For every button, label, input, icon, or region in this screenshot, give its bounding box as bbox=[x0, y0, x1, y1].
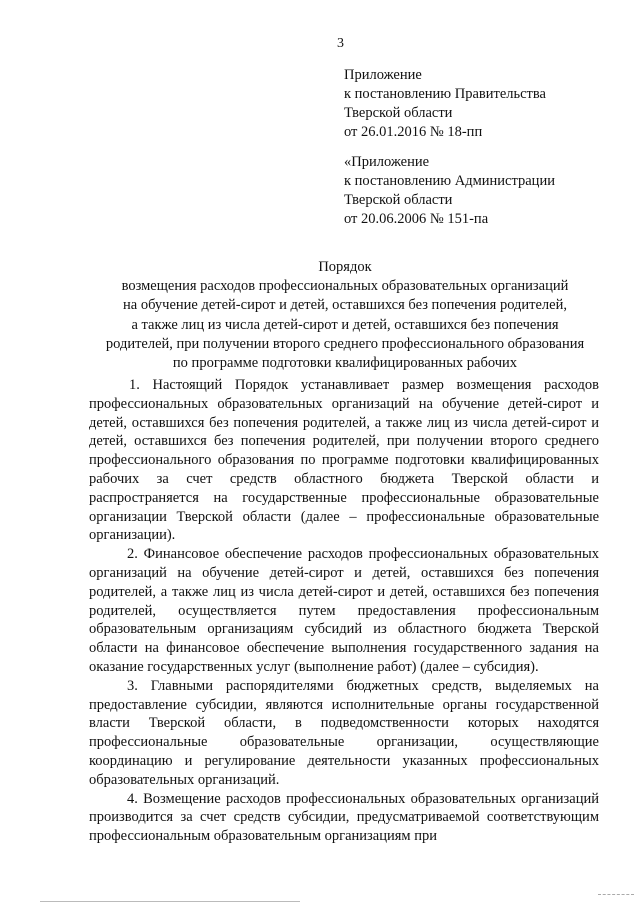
appendix-quoted-line: к постановлению Администрации bbox=[344, 173, 555, 189]
appendix-quoted-line: Тверской области bbox=[344, 192, 453, 208]
appendix-main-line: Тверской области bbox=[344, 105, 453, 121]
scan-edge-mark bbox=[598, 894, 634, 898]
document-body bbox=[89, 376, 599, 846]
appendix-quoted-block bbox=[344, 153, 555, 229]
title-line: родителей, при получении второго среднего профессионального образования bbox=[105, 335, 585, 352]
appendix-quoted-line: «Приложение bbox=[344, 154, 430, 170]
title-line: а также лиц из числа детей-сирот и детей, оставшихся без попечения bbox=[131, 316, 559, 333]
title-line: по программе подготовки квалифицированных рабочих bbox=[172, 355, 518, 372]
appendix-main-line: Приложение bbox=[344, 67, 422, 83]
appendix-main-line: к постановлению Правительства bbox=[344, 86, 546, 102]
title-line: возмещения расходов профессиональных образовательных организаций bbox=[121, 278, 569, 295]
appendix-quoted-line: от 20.06.2006 № 151-па bbox=[344, 211, 489, 227]
appendix-main-block bbox=[344, 66, 546, 142]
paragraph-2: 2. Финансовое обеспечение расходов профессиональных образовательных организаций на обучение детей-сирот и детей, оставшихся без попечения родителей, а также лиц из числа детей-сирот и детей, оставшихся без попечения родителей, осуществляется путем предоставления профессиональным образовательным организациям субсидий из областного бюджета Тверской области на финансовое обеспечение выполнения государственного задания на оказание государственных услуг (выполнение работ) (далее – субсидия). bbox=[89, 546, 599, 675]
scan-edge-line bbox=[40, 901, 300, 902]
paragraph-4: 4. Возмещение расходов профессиональных образовательных организаций производится за счет средств субсидии, предусматриваемой соответствующим профессиональным образовательным организациям при bbox=[89, 790, 599, 845]
title-heading: Порядок bbox=[318, 259, 372, 275]
appendix-main-line: от 26.01.2016 № 18-пп bbox=[344, 124, 483, 140]
document-title bbox=[80, 258, 610, 373]
paragraph-1: 1. Настоящий Порядок устанавливает размер возмещения расходов профессиональных образовательных организаций на обучение детей-сирот и детей, оставшихся без попечения родителей, а также лиц из числа детей-сирот и детей, оставшихся без попечения родителей, при получении второго среднего профессионального образования по программе подготовки квалифицированных рабочих за счет средств областного бюджета Тверской области и распространяется на государственные профессиональные образовательные организации Тверской области (далее – профессиональные образовательные организации). bbox=[89, 377, 599, 544]
title-line: на обучение детей-сирот и детей, оставшихся без попечения родителей, bbox=[123, 297, 567, 314]
paragraph-3: 3. Главными распорядителями бюджетных средств, выделяемых на предоставление субсидии, являются исполнительные органы государственной власти Тверской области, в подведомственности которых находятся профессиональные образовательные организации, осуществляющие координацию и регулирование деятельности указанных профессиональных образовательных организаций. bbox=[89, 677, 599, 788]
page-number: 3 bbox=[337, 36, 344, 51]
